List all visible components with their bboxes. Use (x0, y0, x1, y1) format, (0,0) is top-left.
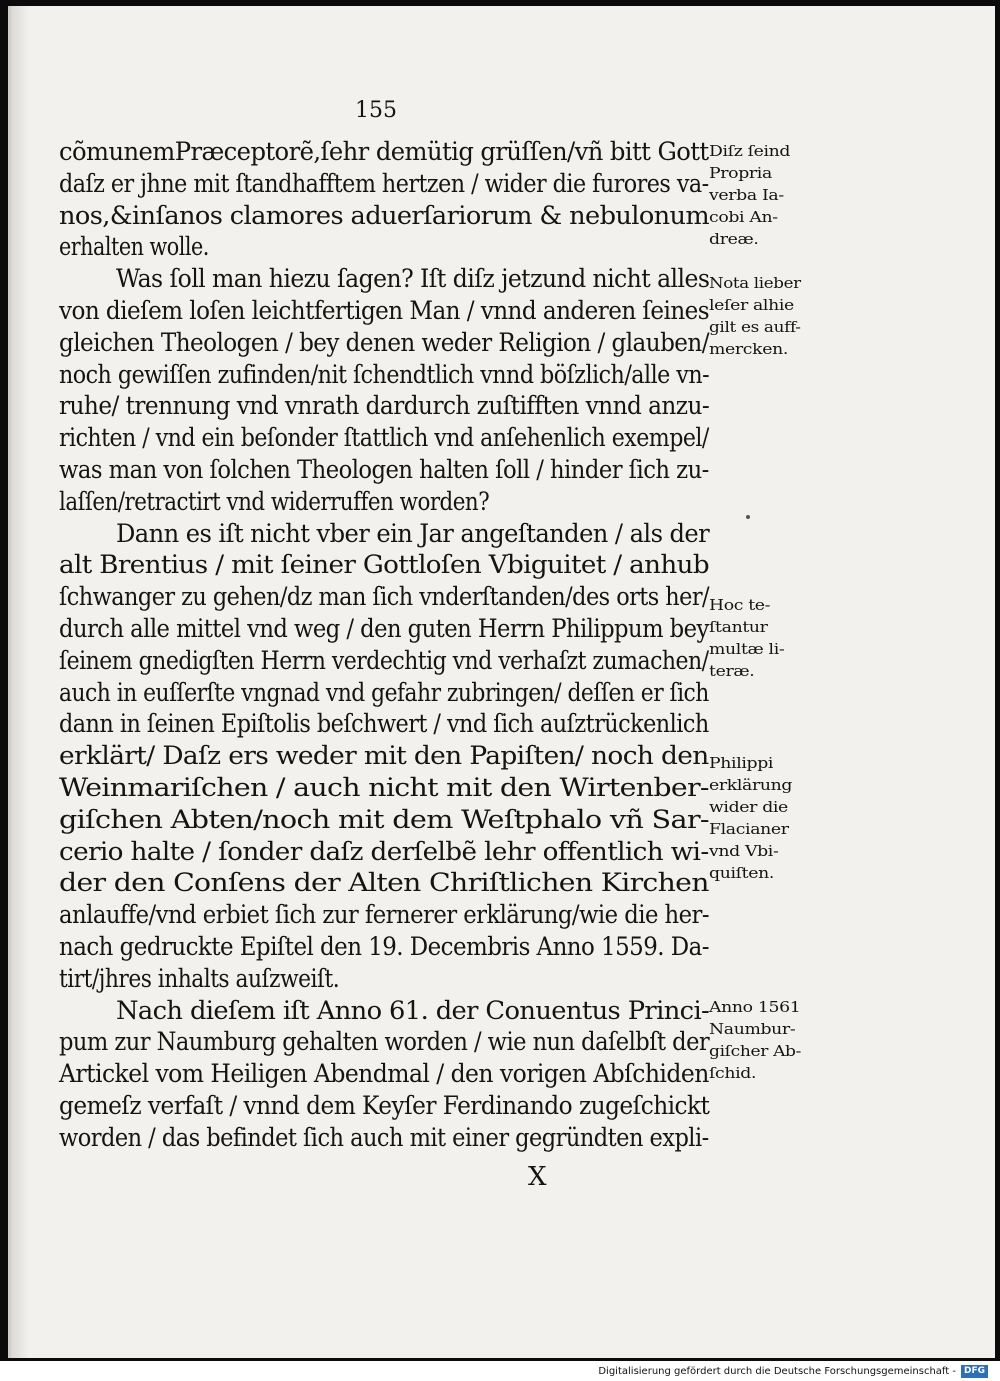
margin-note-line: verba Ia- (709, 186, 784, 204)
text-line: gleichen Theologen / bey denen weder Religion / glauben/ (59, 327, 709, 357)
margin-note-line: vnd Vbi- (709, 842, 779, 860)
text-line: daſz er jhne mit ſtandhafftem hertzen / wider die furores va- (59, 168, 709, 198)
text-line: erklärt/ Daſz ers weder mit den Papiſten/ noch den (59, 741, 709, 771)
text-line: nos,&inſanos clamores aduerſariorum & nebulonum (59, 200, 710, 230)
margin-note-line: ſtantur (709, 618, 768, 636)
text-line: gemeſz verfaſt / vnnd dem Keyſer Ferdinando zugeſchickt (59, 1091, 710, 1120)
margin-note-line: gilt es auff- (709, 318, 801, 336)
margin-note-line: erklärung (709, 776, 793, 794)
margin-note-line: quiſten. (709, 864, 775, 882)
text-line: erhalten wolle. (59, 232, 209, 262)
text-line: nach gedruckte Epiſtel den 19. Decembris Anno 1559. Da- (59, 932, 709, 961)
margin-note-line: cobi An- (709, 208, 778, 226)
text-line: tirt/jhres inhalts auſzweiſt. (59, 963, 340, 993)
text-line: ſeinem gnedigſten Herrn verdechtig vnd verhaſzt zumachen/ (59, 645, 709, 675)
margin-note-line: multæ li- (709, 640, 785, 658)
text-line: was man von ſolchen Theologen halten ſoll / hinder ſich zu- (59, 455, 709, 484)
margin-note-line: Naumbur- (709, 1020, 796, 1038)
text-line: dann in ſeinen Epiſtolis beſchwert / vnd ſich auſztrückenlich (59, 709, 709, 739)
text-line: Weinmariſchen / auch nicht mit den Wirtenber- (59, 773, 709, 802)
text-line: cerio halte / ſonder daſz derſelbẽ lehr offentlich wi- (59, 836, 709, 866)
margin-note-line: leſer alhie (709, 296, 794, 314)
text-line: Artickel vom Heiligen Abendmal / den vorigen Abſchiden (59, 1059, 709, 1089)
margin-note-line: teræ. (709, 662, 755, 680)
text-line: Dann es iſt nicht vber ein Jar angeſtanden / als der (116, 518, 710, 548)
text-line: der den Conſens der Alten Chriſtlichen Kirchen (59, 868, 709, 898)
text-line: richten / vnd ein beſonder ſtattlich vnd anſehenlich exempel/ (59, 423, 709, 453)
margin-note-line: Philippi (709, 754, 774, 772)
text-line: worden / das befindet ſich auch mit einer gegründten expli- (59, 1122, 709, 1152)
book-page (8, 6, 995, 1358)
page-number: 155 (355, 98, 397, 123)
margin-note-line: ſchid. (709, 1064, 757, 1082)
text-line: pum zur Naumburg gehalten worden / wie nun daſelbſt der (59, 1027, 710, 1057)
text-line: anlauffe/vnd erbiet ſich zur fernerer erklärung/wie die her- (59, 900, 709, 930)
margin-note-line: Propria (709, 164, 772, 182)
margin-note-line: Anno 1561 (709, 998, 801, 1016)
margin-note-line: wider die (709, 798, 788, 816)
text-line: durch alle mittel vnd weg / den guten Herrn Philippum bey (59, 614, 709, 643)
margin-note-line: dreæ. (709, 230, 759, 248)
ink-speck (746, 515, 750, 519)
text-line: von dieſem loſen leichtfertigen Man / vnnd anderen ſeines (59, 296, 710, 325)
text-line: ruhe/ trennung vnd vnrath dardurch zuſtifften vnnd anzu- (59, 391, 710, 421)
funding-footer: Digitalisierung gefördert durch die Deutsche Forschungsgemeinschaft - (598, 1366, 956, 1377)
margin-note-line: Hoc te- (709, 596, 771, 614)
text-line: Nach dieſem iſt Anno 61. der Conuentus Princi- (116, 995, 710, 1025)
margin-note-line: mercken. (709, 340, 788, 358)
dfg-logo: DFG (961, 1365, 988, 1378)
margin-note-line: giſcher Ab- (709, 1042, 802, 1060)
text-line: noch gewiſſen zufinden/nit ſchendtlich vnnd böſzlich/alle vn- (59, 359, 710, 389)
text-line: alt Brentius / mit ſeiner Gottloſen Vbiguitet / anhub (59, 550, 709, 580)
text-line: giſchen Abten/noch mit dem Weſtphalo vñ Sar- (59, 804, 709, 834)
margin-note-line: Flacianer (709, 820, 789, 838)
text-line: Was ſoll man hiezu ſagen? Iſt diſz jetzund nicht alles (116, 264, 710, 294)
signature-mark: X (528, 1162, 547, 1192)
margin-note-line: Nota lieber (709, 274, 801, 292)
text-line: ſchwanger zu gehen/dz man ſich vnderſtanden/des orts her/ (59, 582, 710, 612)
text-line: auch in euſſerſte vngnad vnd gefahr zubringen/ deſſen er ſich (59, 677, 709, 707)
margin-note-line: Diſz ſeind (709, 142, 791, 160)
text-line: cõmunemPræceptorẽ,ſehr demütig grüſſen/vñ bitt Gott (59, 137, 709, 166)
text-line: laſſen/retractirt vnd widerruffen worden? (59, 486, 490, 516)
